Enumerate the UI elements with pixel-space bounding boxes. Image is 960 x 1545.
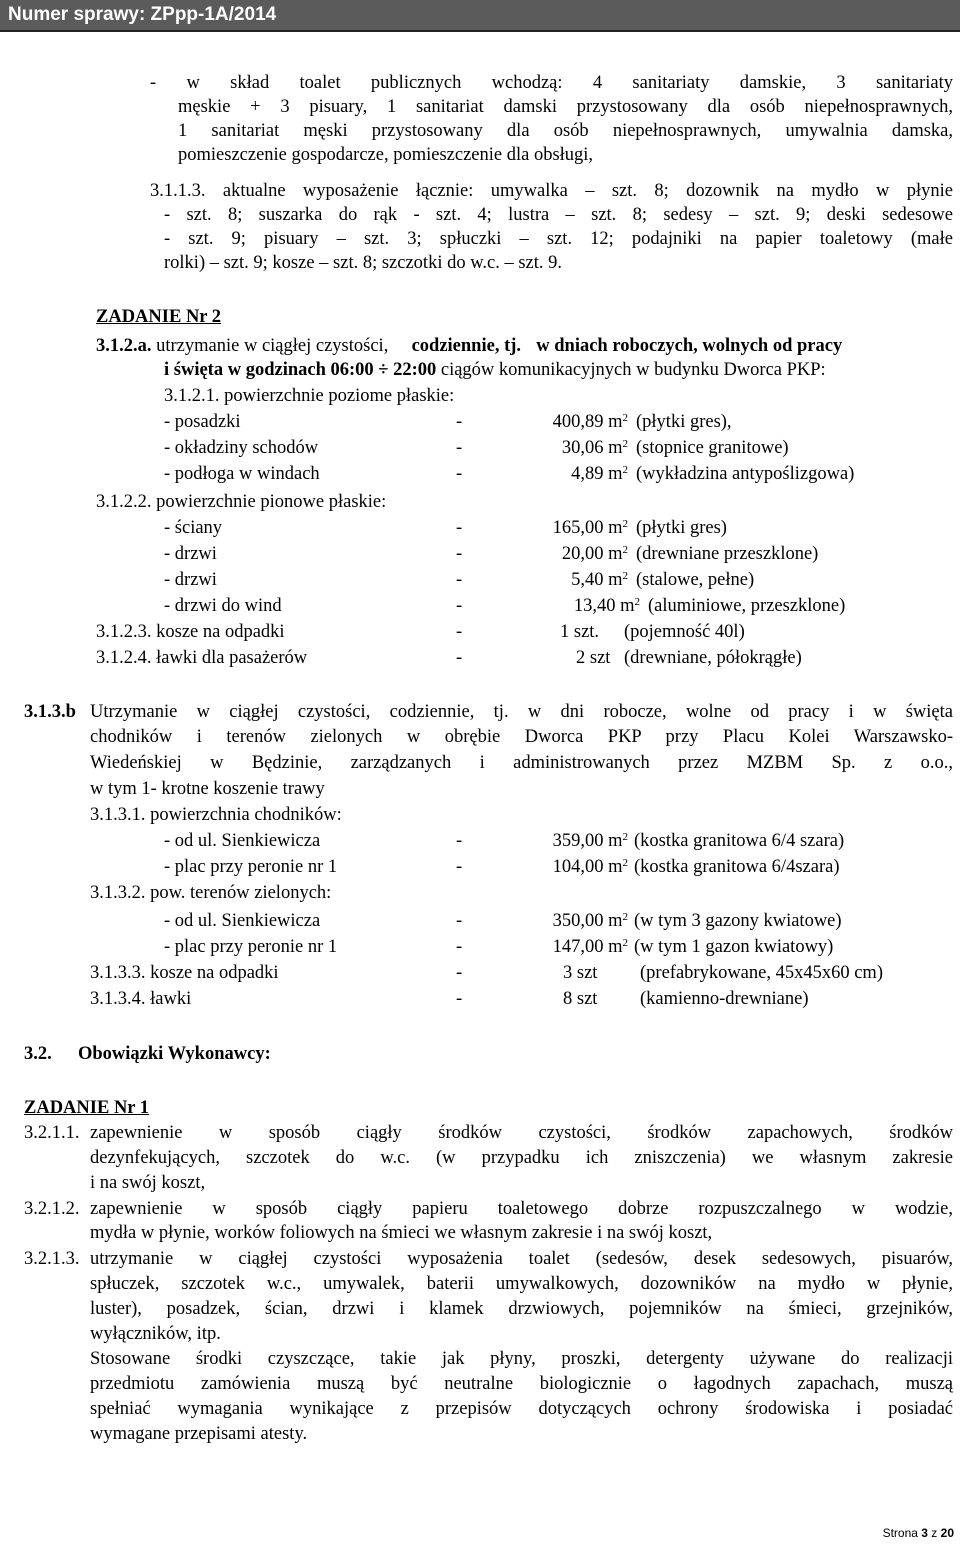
intro-line-2: męskie + 3 pisuary, 1 sanitariat damski przystosowany dla osób niepełnosprawnych, [178,97,953,117]
page-number: 3 [921,1526,928,1540]
table-row-value: 13,40 $m^2$ [573,596,640,616]
sidewalk-desc-line-4: w tym 1- krotne koszenie trawy [90,779,325,799]
table-row-dash: - [456,857,463,877]
item-3-2-1-3-line-1: utrzymanie w ciągłej czystości wyposażenia toalet (sedesów, desek sedesowych, pisuarów, [90,1249,953,1269]
case-number: Numer sprawy: ZPpp-1A/2014 [8,4,277,25]
item-3-2-1-2-line-1: zapewnienie w sposób ciągły papieru toaletowego dobrze rozpuszczalnego w wodzie, [90,1199,953,1219]
table-row-label: - podłoga w windach [164,464,320,484]
horizontal-surfaces-heading: 3.1.2.1. powierzchnie poziome płaskie: [164,386,455,406]
table-row-note: (stopnice granitowe) [636,438,789,458]
intro-line-1: - w skład toalet publicznych wchodzą: 4 sanitariaty damskie, 3 sanitariaty [150,73,953,93]
table-row-value: 350,00 $m^2$ [552,911,628,931]
bins-row-dash: - [456,622,463,642]
benches-2-row-dash: - [456,989,463,1009]
benches-row-value: 2 szt [576,648,611,668]
task-2-number: 3.1.2.a. [96,336,152,356]
bins-row-note: (pojemność 40l) [624,622,745,642]
table-row-label: - drzwi do wind [164,596,282,616]
cleaning-agents-line-4: wymagane przepisami atesty. [90,1424,308,1444]
item-3-2-1-3-line-2: spłuczek, szczotek w.c., umywalek, baterii umywalkowych, dozowników na mydło w płynie, [90,1274,953,1294]
item-3-2-1-1-number: 3.2.1.1. [24,1123,80,1143]
sidewalk-desc-line-1: Utrzymanie w ciągłej czystości, codziennie, tj. w dni robocze, wolne od pracy i w święta [90,702,953,722]
page-label: Strona [882,1526,922,1540]
table-row-note: (drewniane przeszklone) [636,544,819,564]
bins-row-value: 1 szt. [560,622,600,642]
table-row-value: 400,89 $m^2$ [552,412,628,432]
section-3-1-3-b-number: 3.1.3.b [24,702,76,722]
table-row-label: - od ul. Sienkiewicza [164,911,321,931]
item-3-2-1-1-line-1: zapewnienie w sposób ciągły środków czystości, środków zapachowych, środków [90,1123,953,1143]
table-row-label: - posadzki [164,412,241,432]
item-3-2-1-2-number: 3.2.1.2. [24,1199,80,1219]
table-row-value: 359,00 $m^2$ [552,831,628,851]
table-row-note: (wykładzina antypoślizgowa) [636,464,855,484]
benches-row-dash: - [456,648,463,668]
item-3-2-1-1-line-3: i na swój koszt, [90,1173,206,1193]
task-1-heading: ZADANIE Nr 1 [24,1098,150,1118]
table-row-dash: - [456,831,463,851]
table-row-dash: - [456,937,463,957]
table-row-value: 5,40 $m^2$ [571,570,628,590]
table-row-label: - ściany [164,518,223,538]
bins-2-row-dash: - [456,963,463,983]
bins-2-row-note: (prefabrykowane, 45x45x60 cm) [640,963,883,983]
intro-line-3: 1 sanitariat męski przystosowany dla osób niepełnosprawnych, umywalnia damska, [178,121,953,141]
table-row-value: 4,89 $m^2$ [571,464,628,484]
benches-2-row-label: 3.1.3.4. ławki [90,989,192,1009]
table-row-value: 165,00 $m^2$ [552,518,628,538]
table-row-label: - od ul. Sienkiewicza [164,831,321,851]
table-row-label: - plac przy peronie nr 1 [164,937,338,957]
table-row-dash: - [456,911,463,931]
table-row-note: (aluminiowe, przeszklone) [648,596,846,616]
table-row-label: - okładziny schodów [164,438,319,458]
sidewalk-desc-line-3: Wiedeńskiej w Będzinie, zarządzanych i administrowanych przez MZBM Sp. z o.o., [90,753,953,773]
benches-row-label: 3.1.2.4. ławki dla pasażerów [96,648,308,668]
sidewalk-desc-line-2: chodników i terenów zielonych w obrębie Dworca PKP przy Placu Kolei Warszawsko- [90,727,953,747]
task-2-frequency: codziennie, tj. [411,336,522,356]
table-row-label: - drzwi [164,544,217,564]
item-3-2-1-2-line-2: mydła w płynie, worków foliowych na śmieci we własnym zakresie i na swój koszt, [90,1223,713,1243]
item-3-2-1-3-line-3: luster), posadzek, ścian, drzwi i klamek drzwiowych, pojemników na śmieci, grzejników, [90,1299,953,1319]
table-row-dash: - [456,464,463,484]
document-header [0,0,960,32]
table-row-note: (stalowe, pełne) [636,570,755,590]
table-row-dash: - [456,518,463,538]
table-row-note: (płytki gres), [636,412,732,432]
bins-2-row-label: 3.1.3.3. kosze na odpadki [90,963,279,983]
table-row-dash: - [456,570,463,590]
cleaning-agents-line-1: Stosowane środki czyszczące, takie jak płyny, proszki, detergenty używane do realizacji [90,1349,953,1369]
vertical-surfaces-heading: 3.1.2.2. powierzchnie pionowe płaskie: [96,492,387,512]
task-2-text: utrzymanie w ciągłej czystości, [156,336,389,356]
table-row-label: - drzwi [164,570,217,590]
sidewalks-heading: 3.1.3.1. powierzchnia chodników: [90,805,342,825]
table-row-dash: - [456,544,463,564]
item-3-2-1-3-number: 3.2.1.3. [24,1249,80,1269]
cleaning-agents-line-2: przedmiotu zamówienia muszą być neutralne biologicznie o łagodnych zapachach, muszą [90,1374,953,1394]
table-row-value: 104,00 $m^2$ [552,857,628,877]
table-row-note: (kostka granitowa 6/4 szara) [634,831,845,851]
bins-row-label: 3.1.2.3. kosze na odpadki [96,622,285,642]
item-3-2-1-3-line-4: wyłączników, itp. [90,1324,221,1344]
page-of-label: z [927,1526,941,1540]
table-row-note: (w tym 1 gazon kwiatowy) [634,937,834,957]
table-row-note: (w tym 3 gazony kwiatowe) [634,911,842,931]
equipment-line-1: 3.1.1.3. aktualne wyposażenie łącznie: umywalka – szt. 8; dozownik na mydło w płynie [150,181,953,201]
table-row-value: 20,00 $m^2$ [561,544,628,564]
table-row-value: 147,00 $m^2$ [552,937,628,957]
equipment-line-4: rolki) – szt. 9; kosze – szt. 8; szczotki do w.c. – szt. 9. [164,253,563,273]
table-row-value: 30,06 $m^2$ [561,438,628,458]
table-row-note: (płytki gres) [636,518,727,538]
table-row-dash: - [456,438,463,458]
page-total: 20 [940,1526,954,1540]
table-row-note: (kostka granitowa 6/4szara) [634,857,840,877]
green-areas-heading: 3.1.3.2. pow. terenów zielonych: [90,883,332,903]
task-2-heading: ZADANIE Nr 2 [96,307,222,327]
table-row-dash: - [456,596,463,616]
table-row-label: - plac przy peronie nr 1 [164,857,338,877]
intro-line-4: pomieszczenie gospodarcze, pomieszczenie dla obsługi, [178,145,594,165]
benches-2-row-note: (kamienno-drewniane) [640,989,809,1009]
task-2-hours: i święta w godzinach 06:00 ÷ 22:00 [164,360,437,380]
item-3-2-1-1-line-2: dezynfekujących, szczotek do w.c. (w przypadku ich zniszczenia) we własnym zakresie [90,1148,953,1168]
equipment-line-2: - szt. 8; suszarka do rąk - szt. 4; lustra – szt. 8; sedesy – szt. 9; deski sedesowe [164,205,953,225]
task-2-line-2 [164,359,826,382]
benches-row-note: (drewniane, półokrągłe) [624,648,802,668]
table-row-dash: - [456,412,463,432]
section-3-2-title: Obowiązki Wykonawcy: [78,1044,271,1064]
bins-2-row-value: 3 szt [563,963,598,983]
benches-2-row-value: 8 szt [563,989,598,1009]
section-3-2-number: 3.2. [24,1044,52,1064]
task-2-line-1 [96,335,842,358]
cleaning-agents-line-3: spełniać wymagania wynikające z przepisów dotyczących ochrony środowiska i posiadać [90,1399,953,1419]
task-2-scope: ciągów komunikacyjnych w budynku Dworca PKP: [440,360,826,380]
task-2-days: w dniach roboczych, wolnych od pracy [536,336,843,356]
equipment-line-3: - szt. 9; pisuary – szt. 3; spłuczki – szt. 12; podajniki na papier toaletowy (małe [164,229,953,249]
